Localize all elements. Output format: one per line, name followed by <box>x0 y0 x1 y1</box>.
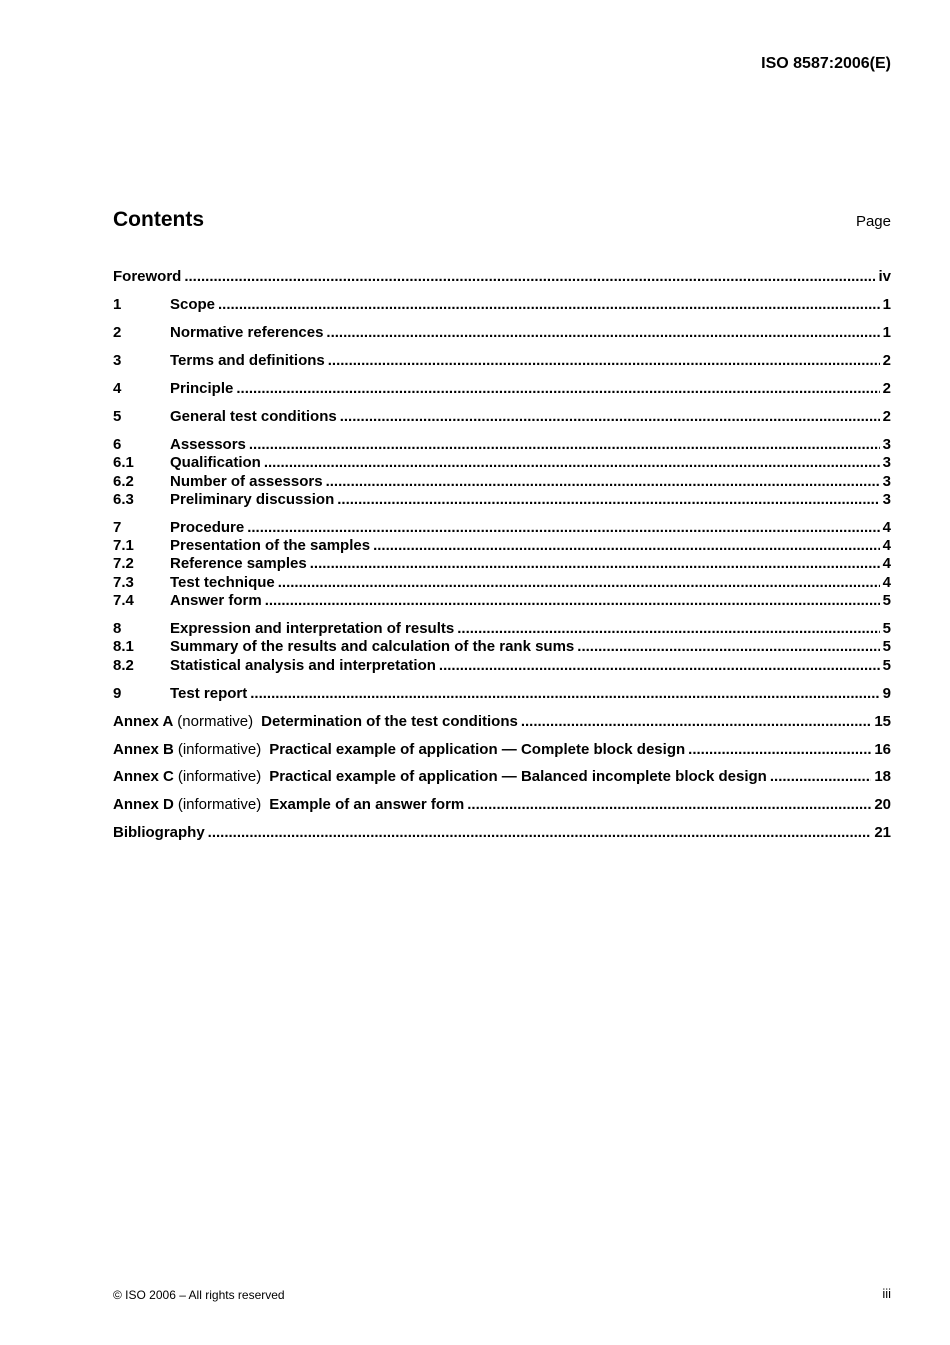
page-number: iii <box>882 1286 891 1301</box>
toc-entry-annex-a[interactable] <box>113 713 891 731</box>
toc-entry-label: Terms and definitions <box>170 351 325 369</box>
annex-kind: (informative) <box>177 796 262 814</box>
toc-entry-page: 9 <box>882 684 891 702</box>
toc-entry-label: Bibliography <box>113 824 205 842</box>
toc-entry-page: 15 <box>874 712 891 730</box>
page-column-label: Page <box>855 213 891 230</box>
toc-entry-label: Number of assessors <box>170 472 323 490</box>
toc-entry-page: 21 <box>874 824 891 842</box>
dot-leader <box>337 491 879 509</box>
toc-entry-label: Practical example of application — Complete block design <box>269 740 686 758</box>
toc-entry-page: 5 <box>882 638 891 656</box>
toc-entry-number: 7.3 <box>113 573 134 591</box>
toc-entry-page: 4 <box>882 573 891 591</box>
toc-entry-label: Qualification <box>170 454 261 472</box>
dot-leader <box>250 685 879 703</box>
toc-entry-annex-d[interactable] <box>113 796 891 814</box>
toc-entry-9[interactable] <box>113 685 891 703</box>
annex-id: Annex D <box>113 796 174 814</box>
annex-kind: (informative) <box>177 768 262 786</box>
annex-kind: (normative) <box>177 712 254 730</box>
dot-leader <box>688 741 871 759</box>
toc-entry-page: 4 <box>882 555 891 573</box>
toc-entry-label: Procedure <box>170 518 245 536</box>
dot-leader <box>328 352 880 370</box>
toc-entry-number: 7.1 <box>113 537 134 555</box>
dot-leader <box>265 592 880 610</box>
toc-entry-foreword[interactable] <box>113 268 891 286</box>
dot-leader <box>770 768 871 786</box>
toc-entry-label: Summary of the results and calculation of the rank sums <box>170 638 575 656</box>
toc-entry-number: 8.1 <box>113 638 134 656</box>
toc-entry-page: 2 <box>882 407 891 425</box>
toc-entry-4[interactable] <box>113 380 891 398</box>
toc-entry-number: 8 <box>113 619 122 637</box>
toc-entry-8-1[interactable] <box>113 638 891 656</box>
toc-entry-label: Answer form <box>170 591 262 609</box>
toc-entry-page: 5 <box>882 619 891 637</box>
toc-entry-page: 1 <box>882 295 891 313</box>
toc-entry-page: 5 <box>882 656 891 674</box>
annex-id: Annex A <box>113 712 174 730</box>
toc-entry-number: 1 <box>113 295 122 313</box>
dot-leader <box>310 555 880 573</box>
toc-entry-page: 2 <box>882 379 891 397</box>
contents-title-row <box>113 208 891 232</box>
toc-entry-page: 5 <box>882 591 891 609</box>
toc-entry-label: Example of an answer form <box>269 796 465 814</box>
toc-entry-number: 3 <box>113 351 122 369</box>
toc-entry-page: 20 <box>874 796 891 814</box>
toc-entry-page: 18 <box>874 768 891 786</box>
dot-leader <box>457 620 879 638</box>
toc-entry-label: Assessors <box>170 435 246 453</box>
toc-entry-6[interactable] <box>113 436 891 454</box>
toc-entry-page: 4 <box>882 518 891 536</box>
toc-entry-number: 9 <box>113 684 122 702</box>
toc-entry-page: 3 <box>882 454 891 472</box>
toc-entry-7[interactable] <box>113 519 891 537</box>
toc-entry-page: 1 <box>882 323 891 341</box>
toc-entry-annex-b[interactable] <box>113 741 891 759</box>
toc-entry-page: 4 <box>882 537 891 555</box>
toc-entry-label: Expression and interpretation of results <box>170 619 455 637</box>
toc-entry-5[interactable] <box>113 408 891 426</box>
toc-entry-page: 3 <box>882 472 891 490</box>
toc-entry-number: 8.2 <box>113 656 134 674</box>
toc-entry-number: 6.2 <box>113 472 134 490</box>
dot-leader <box>521 713 871 731</box>
toc-entry-page: 3 <box>882 435 891 453</box>
annex-kind: (informative) <box>177 740 262 758</box>
dot-leader <box>577 638 879 656</box>
toc-entry-1[interactable] <box>113 296 891 314</box>
toc-entry-number: 7 <box>113 518 122 536</box>
toc-entry-number: 6 <box>113 435 122 453</box>
toc-entry-label: Preliminary discussion <box>170 490 335 508</box>
dot-leader <box>467 796 871 814</box>
dot-leader <box>373 537 880 555</box>
toc-entry-label: Reference samples <box>170 555 307 573</box>
table-of-contents <box>113 268 891 843</box>
toc-entry-page: iv <box>878 268 891 285</box>
dot-leader <box>218 296 880 314</box>
toc-entry-7-3[interactable] <box>113 574 891 592</box>
annex-id: Annex B <box>113 740 174 758</box>
toc-entry-number: 4 <box>113 379 122 397</box>
dot-leader <box>439 657 880 675</box>
toc-entry-page: 16 <box>874 740 891 758</box>
document-id: ISO 8587:2006(E) <box>761 55 891 72</box>
toc-entry-label: Determination of the test conditions <box>261 712 518 730</box>
toc-entry-number: 2 <box>113 323 122 341</box>
toc-entry-annex-c[interactable] <box>113 768 891 786</box>
toc-entry-label: General test conditions <box>170 407 337 425</box>
dot-leader <box>236 380 879 398</box>
toc-entry-number: 6.1 <box>113 454 134 472</box>
dot-leader <box>340 408 880 426</box>
toc-entry-label: Statistical analysis and interpretation <box>170 656 436 674</box>
toc-entry-6-1[interactable] <box>113 454 891 472</box>
toc-entry-number: 7.2 <box>113 555 134 573</box>
toc-entry-6-2[interactable] <box>113 473 891 491</box>
toc-entry-label: Test report <box>170 684 248 702</box>
toc-entry-8[interactable] <box>113 620 891 638</box>
toc-entry-number: 7.4 <box>113 591 134 609</box>
toc-entry-bibliography[interactable] <box>113 824 891 842</box>
toc-entry-2[interactable] <box>113 324 891 342</box>
toc-entry-number: 6.3 <box>113 490 134 508</box>
dot-leader <box>264 454 880 472</box>
toc-entry-label: Normative references <box>170 323 324 341</box>
toc-entry-7-2[interactable] <box>113 555 891 573</box>
dot-leader <box>326 473 880 491</box>
toc-entry-label: Presentation of the samples <box>170 537 371 555</box>
toc-entry-number: 5 <box>113 407 122 425</box>
toc-entry-label: Practical example of application — Balanced incomplete block design <box>269 768 767 786</box>
toc-entry-label: Scope <box>170 295 216 313</box>
dot-leader <box>208 824 872 842</box>
dot-leader <box>278 574 880 592</box>
toc-entry-6-3[interactable] <box>113 491 891 509</box>
dot-leader <box>326 324 879 342</box>
dot-leader <box>247 519 879 537</box>
toc-entry-3[interactable] <box>113 352 891 370</box>
toc-entry-8-2[interactable] <box>113 657 891 675</box>
toc-entry-page: 3 <box>882 490 891 508</box>
annex-id: Annex C <box>113 768 174 786</box>
toc-entry-label: Principle <box>170 379 234 397</box>
toc-entry-label: Test technique <box>170 573 275 591</box>
toc-entry-7-1[interactable] <box>113 537 891 555</box>
copyright-notice: © ISO 2006 – All rights reserved <box>113 1288 285 1302</box>
dot-leader <box>184 268 875 286</box>
dot-leader <box>249 436 880 454</box>
toc-entry-7-4[interactable] <box>113 592 891 610</box>
toc-entry-label: Foreword <box>113 268 182 285</box>
page-title: Contents <box>113 208 204 231</box>
toc-entry-page: 2 <box>882 351 891 369</box>
